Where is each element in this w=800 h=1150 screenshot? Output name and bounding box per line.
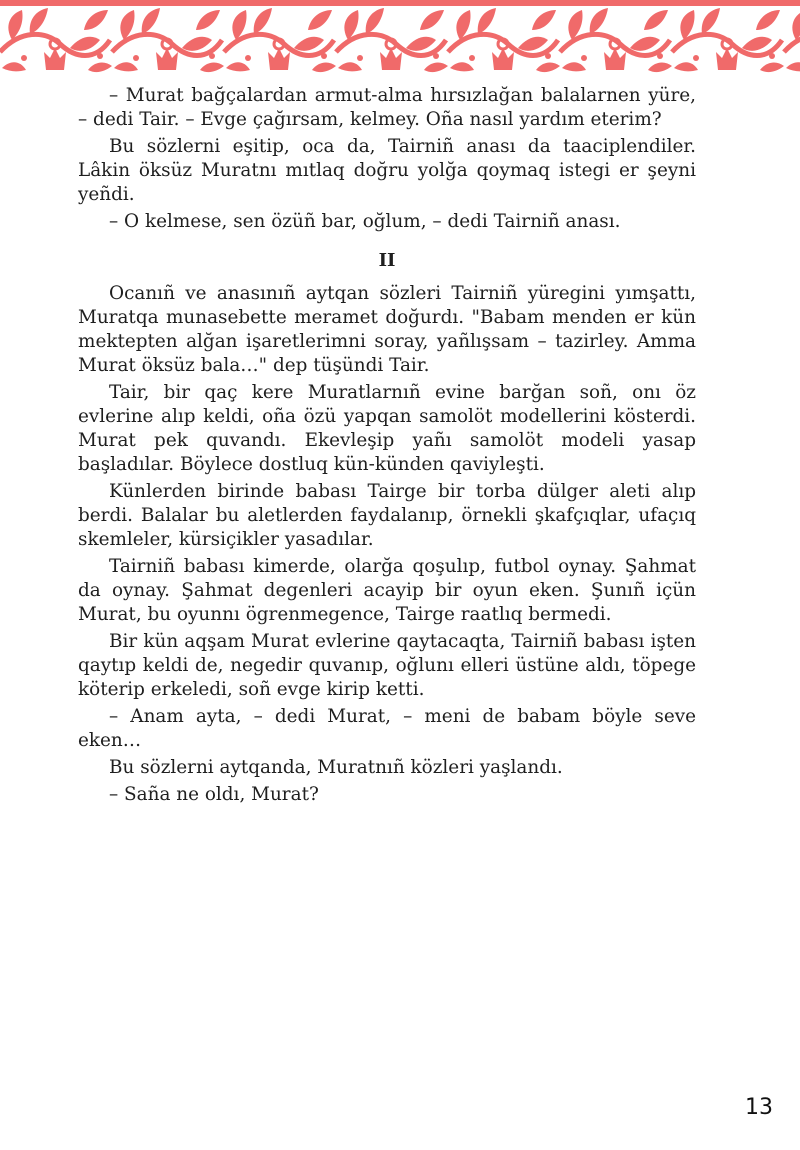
page-text [78, 84, 696, 807]
paragraph: Bu sözlerni aytqanda, Muratnıñ közleri yaşlandı. [109, 757, 563, 778]
floral-border-icon [0, 0, 800, 76]
paragraph: Ocanıñ ve anasınıñ aytqan sözleri Tairniñ yüregini yımşattı, Muratqa munasebette meramet doğurdı. "Babam menden er kün mektepten alğan işaretlerimni soray, yañlışsam – tazirley. Amma Murat öksüz bala…" dep tüşündi Tair. [78, 283, 696, 376]
paragraph: Tairniñ babası kimerde, olarğa qoşulıp, futbol oynay. Şahmat da oynay. Şahmat degenleri acayip bir oyun eken. Şunıñ içün Murat, bu oyunnı ögrenmegence, Tairge raatlıq bermedi. [78, 556, 696, 625]
page-number: 13 [745, 1095, 773, 1120]
paragraph: – Anam ayta, – dedi Murat, – meni de babam böyle seve eken… [78, 706, 696, 751]
paragraph: – O kelmese, sen özüñ bar, oğlum, – dedi Tairniñ anası. [109, 211, 621, 232]
paragraph: – Murat bağçalardan armut-alma hırsızlağan balalarnen yüre, – dedi Tair. – Evge çağırsam, kelmey. Oña nasıl yardım eterim? [78, 85, 696, 130]
paragraph: Bir kün aqşam Murat evlerine qaytacaqta, Tairniñ babası işten qaytıp keldi de, negedir quvanıp, oğlunı elleri üstüne aldı, töpege köterip erkeledi, soñ evge kirip ketti. [78, 631, 696, 700]
paragraph: – Saña ne oldı, Murat? [109, 784, 319, 805]
paragraph: Tair, bir qaç kere Muratlarnıñ evine barğan soñ, onı öz evlerine alıp keldi, oña özü yapqan samolöt modellerini kösterdi. Murat pek quvandı. Ekevleşip yañı samolöt modeli yasap başladılar. Böylece dostluq kün-künden qaviyleşti. [78, 382, 696, 475]
chapter-heading: II [378, 250, 396, 271]
paragraph: Künlerden birinde babası Tairge bir torba dülger aleti alıp berdi. Balalar bu aletlerden faydalanıp, örnekli şkafçıqlar, ufaçıq skemleler, kürsiçikler yasadılar. [78, 481, 696, 550]
paragraph: Bu sözlerni eşitip, oca da, Tairniñ anası da taaciplendiler. Lâkin öksüz Muratnı mıtlaq doğru yolğa qoymaq istegi er şeyni yeñdi. [78, 136, 696, 205]
